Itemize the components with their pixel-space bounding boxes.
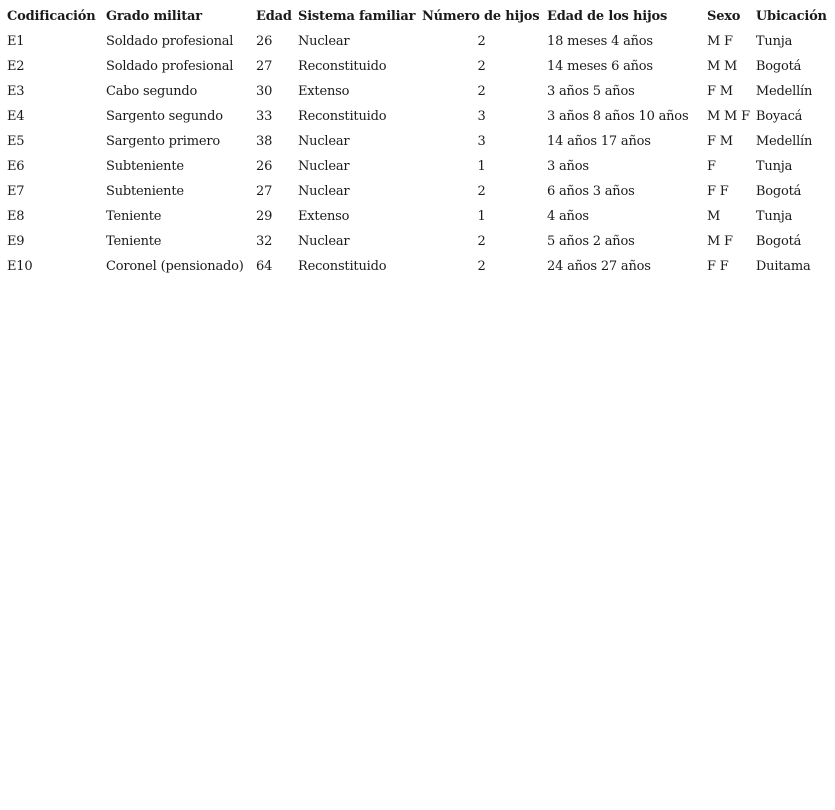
cell-edad-hijos: 3 años 8 años 10 años (547, 109, 689, 124)
cell-codificacion: E7 (7, 184, 25, 199)
cell-ubicacion: Tunja (755, 159, 793, 174)
table-row (4, 29, 833, 54)
cell-sexo: F (707, 159, 716, 174)
header-sexo: Sexo (707, 9, 741, 24)
cell-codificacion: E5 (7, 134, 25, 149)
cell-edad: 64 (256, 259, 273, 274)
table-header (4, 4, 833, 29)
cell-sexo: M M F (707, 109, 750, 124)
cell-edad-hijos: 5 años 2 años (547, 234, 635, 249)
cell-edad-hijos: 18 meses 4 años (547, 34, 653, 49)
cell-sexo: M M (707, 59, 738, 74)
header-codificacion: Codificación (7, 9, 96, 24)
table-row (4, 54, 833, 79)
cell-sistema-familiar: Nuclear (298, 34, 350, 49)
cell-sexo: F F (707, 259, 729, 274)
cell-sistema-familiar: Extenso (298, 209, 350, 224)
cell-ubicacion: Bogotá (755, 234, 802, 249)
cell-sistema-familiar: Nuclear (298, 134, 350, 149)
cell-codificacion: E9 (7, 234, 25, 249)
cell-edad-hijos: 14 años 17 años (547, 134, 651, 149)
header-ubicacion: Ubicación (755, 9, 827, 24)
cell-grado-militar: Teniente (106, 234, 162, 249)
cell-numero-hijos: 3 (477, 134, 486, 149)
cell-edad-hijos: 4 años (547, 209, 589, 224)
cell-grado-militar: Teniente (106, 209, 162, 224)
cell-edad: 30 (256, 84, 273, 99)
cell-numero-hijos: 2 (477, 34, 486, 49)
cell-numero-hijos: 2 (477, 184, 486, 199)
cell-sexo: M F (707, 234, 733, 249)
cell-edad-hijos: 24 años 27 años (547, 259, 651, 274)
cell-codificacion: E1 (7, 34, 25, 49)
table-row (4, 79, 833, 104)
cell-ubicacion: Tunja (755, 209, 793, 224)
cell-numero-hijos: 2 (477, 234, 486, 249)
header-edad: Edad (256, 9, 292, 24)
participants-table (4, 4, 833, 279)
cell-sistema-familiar: Reconstituido (298, 59, 387, 74)
cell-edad: 32 (256, 234, 273, 249)
cell-edad-hijos: 14 meses 6 años (547, 59, 653, 74)
cell-grado-militar: Sargento primero (106, 134, 220, 149)
cell-grado-militar: Subteniente (106, 184, 184, 199)
cell-numero-hijos: 2 (477, 59, 486, 74)
table-row (4, 229, 833, 254)
cell-numero-hijos: 1 (477, 159, 486, 174)
cell-ubicacion: Tunja (755, 34, 793, 49)
cell-sistema-familiar: Nuclear (298, 184, 350, 199)
cell-sexo: F M (707, 84, 733, 99)
cell-edad-hijos: 6 años 3 años (547, 184, 635, 199)
cell-edad: 29 (256, 209, 273, 224)
cell-codificacion: E4 (7, 109, 25, 124)
cell-ubicacion: Bogotá (755, 184, 802, 199)
cell-ubicacion: Duitama (755, 259, 811, 274)
cell-grado-militar: Cabo segundo (106, 84, 198, 99)
cell-edad-hijos: 3 años 5 años (547, 84, 635, 99)
cell-ubicacion: Medellín (755, 134, 813, 149)
cell-sistema-familiar: Reconstituido (298, 259, 387, 274)
cell-numero-hijos: 1 (477, 209, 486, 224)
cell-sexo: F F (707, 184, 729, 199)
cell-codificacion: E10 (7, 259, 33, 274)
cell-ubicacion: Bogotá (755, 59, 802, 74)
header-numero-hijos: Número de hijos (422, 9, 540, 24)
cell-edad: 27 (256, 184, 273, 199)
cell-ubicacion: Boyacá (755, 109, 803, 124)
cell-edad-hijos: 3 años (547, 159, 589, 174)
header-row (4, 4, 833, 29)
header-sistema-familiar: Sistema familiar (298, 9, 416, 24)
cell-numero-hijos: 3 (477, 109, 486, 124)
header-grado-militar: Grado militar (106, 9, 202, 24)
cell-grado-militar: Soldado profesional (106, 34, 234, 49)
table-row (4, 154, 833, 179)
cell-sistema-familiar: Reconstituido (298, 109, 387, 124)
cell-codificacion: E8 (7, 209, 25, 224)
cell-grado-militar: Subteniente (106, 159, 184, 174)
cell-sistema-familiar: Nuclear (298, 234, 350, 249)
cell-sexo: F M (707, 134, 733, 149)
cell-numero-hijos: 2 (477, 259, 486, 274)
cell-codificacion: E6 (7, 159, 25, 174)
table-row (4, 179, 833, 204)
cell-sistema-familiar: Nuclear (298, 159, 350, 174)
table-row (4, 104, 833, 129)
cell-numero-hijos: 2 (477, 84, 486, 99)
cell-edad: 26 (256, 159, 273, 174)
cell-edad: 38 (256, 134, 273, 149)
cell-ubicacion: Medellín (755, 84, 813, 99)
cell-sistema-familiar: Extenso (298, 84, 350, 99)
cell-sexo: M (707, 209, 721, 224)
table-row (4, 254, 833, 279)
cell-edad: 26 (256, 34, 273, 49)
cell-edad: 27 (256, 59, 273, 74)
cell-codificacion: E2 (7, 59, 25, 74)
table-row (4, 204, 833, 229)
cell-grado-militar: Sargento segundo (106, 109, 223, 124)
cell-edad: 33 (256, 109, 273, 124)
table-row (4, 129, 833, 154)
cell-grado-militar: Soldado profesional (106, 59, 234, 74)
table-body (4, 29, 833, 279)
header-edad-hijos: Edad de los hijos (547, 9, 668, 24)
cell-sexo: M F (707, 34, 733, 49)
cell-grado-militar: Coronel (pensionado) (106, 259, 244, 274)
cell-codificacion: E3 (7, 84, 25, 99)
